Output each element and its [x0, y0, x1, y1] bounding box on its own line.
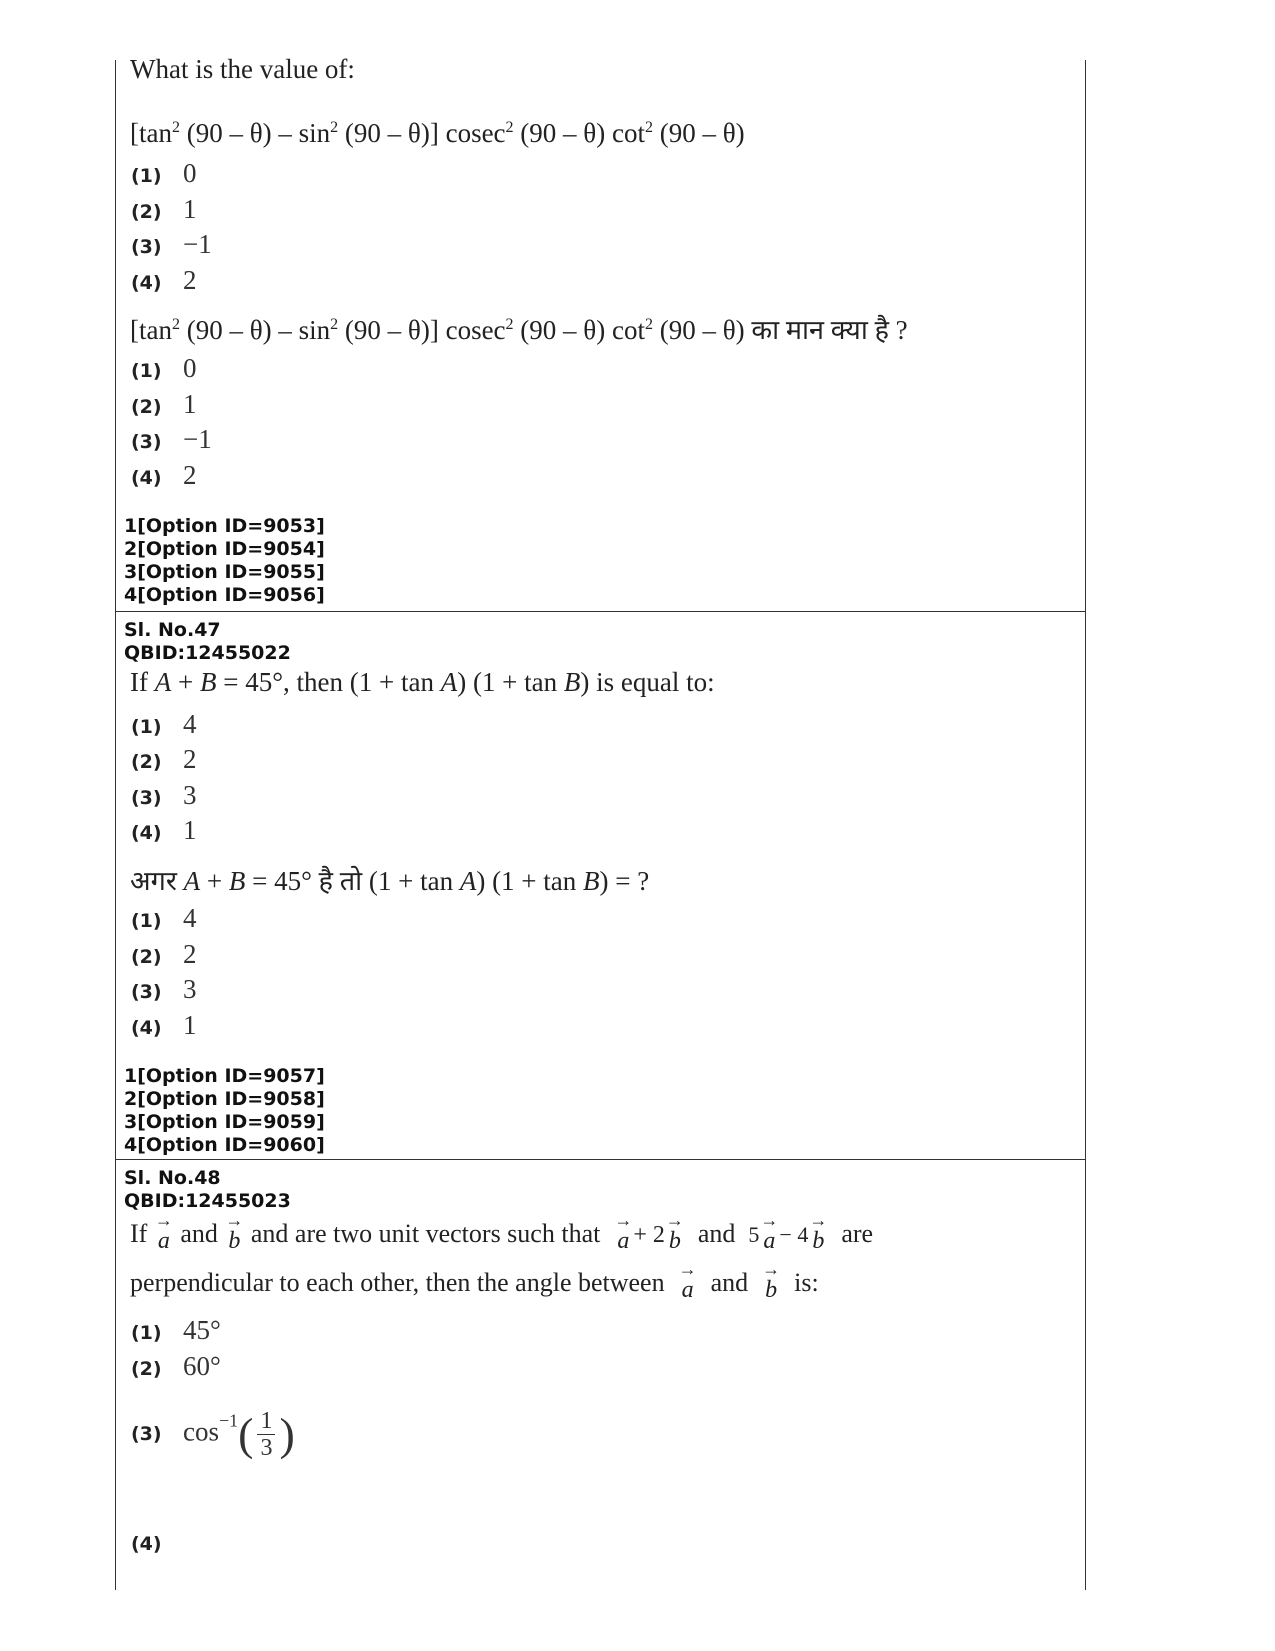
option-id-list — [124, 515, 325, 607]
option-2-en[interactable]: (2) 2 — [131, 744, 197, 774]
option-1-hi[interactable]: (1) 0 — [131, 353, 197, 383]
serial-number: Sl. No.48 — [124, 1167, 221, 1189]
option-1-en[interactable]: (1) 4 — [131, 709, 197, 739]
section-divider — [116, 1159, 1085, 1160]
option-2-hi[interactable]: (2) 2 — [131, 939, 197, 969]
option-id: 2[Option ID=9058] — [124, 1088, 325, 1110]
option-3-en[interactable]: (3) 3 — [131, 780, 197, 810]
option-4[interactable]: (4) — [131, 1533, 162, 1555]
option-3-hi[interactable]: (3) −1 — [131, 424, 212, 454]
question-prompt: What is the value of: — [130, 54, 355, 84]
option-2-hi[interactable]: (2) 1 — [131, 389, 197, 419]
question-bank-id: QBID:12455023 — [124, 1190, 291, 1212]
question-expression-en: [$\tan^2$ $(90 - \theta) - \sin^2 (90 - \theta)$] cosec$^2$ (90 – θ) $\cot^2 (90 - \theta)$ — [130, 118, 745, 148]
option-1-hi[interactable]: (1) 4 — [131, 903, 197, 933]
serial-number: Sl. No.47 — [124, 619, 221, 641]
option-id: 4[Option ID=9060] — [124, 1134, 325, 1156]
option-id: 3[Option ID=9055] — [124, 561, 325, 583]
question-paper-page — [115, 54, 1086, 1590]
option-id: 1[Option ID=9057] — [124, 1065, 325, 1087]
option-id: 1[Option ID=9053] — [124, 515, 325, 537]
option-4-hi[interactable]: (4) 1 — [131, 1010, 197, 1040]
option-2[interactable]: (2) 60° — [131, 1351, 221, 1381]
question-text-line-2: perpendicular to each other, then the angle between → a and → b is: — [130, 1268, 819, 1304]
option-id: 3[Option ID=9059] — [124, 1111, 325, 1133]
option-1[interactable]: (1) 45° — [131, 1315, 221, 1345]
section-divider — [116, 611, 1085, 612]
option-1-en[interactable]: (1) 0 — [131, 158, 197, 188]
question-bank-id: QBID:12455022 — [124, 642, 291, 664]
question-expression-hi: [$\tan^2$ $(90 - \theta) - \sin^2 (90 - \theta)$] cosec$^2$ (90 – θ) $\cot^2 (90 - \theta)$ का मान क्या है ? — [130, 315, 908, 345]
option-2-en[interactable]: (2) 1 — [131, 194, 197, 224]
option-id: 2[Option ID=9054] — [124, 538, 325, 560]
option-3-en[interactable]: (3) −1 — [131, 229, 212, 259]
option-3-hi[interactable]: (3) 3 — [131, 974, 197, 1004]
question-47 — [116, 613, 1085, 1159]
fraction: $\frac{1}{3}$ — [257, 1408, 275, 1461]
option-4-hi[interactable]: (4) 2 — [131, 460, 197, 490]
option-3[interactable]: (3) $\cos^{-1}$( $\frac{1}{3}$ ) — [131, 1407, 295, 1461]
question-46 — [116, 54, 1085, 611]
option-4-en[interactable]: (4) 1 — [131, 815, 197, 845]
option-id: 4[Option ID=9056] — [124, 584, 325, 606]
question-text-en: If A + B = 45°, then (1 + tan A) (1 + tan B) is equal to: — [130, 667, 715, 697]
option-id-list — [124, 1065, 325, 1157]
question-text-line-1: If → a and → b and are two unit vectors such that → a + 2→ b and 5→ a − 4→ b are — [130, 1219, 873, 1255]
question-text-hi: अगर A + B = 45° है तो (1 + tan A) (1 + tan B) = ? — [130, 866, 650, 896]
question-48 — [116, 1161, 1085, 1590]
option-4-en[interactable]: (4) 2 — [131, 265, 197, 295]
